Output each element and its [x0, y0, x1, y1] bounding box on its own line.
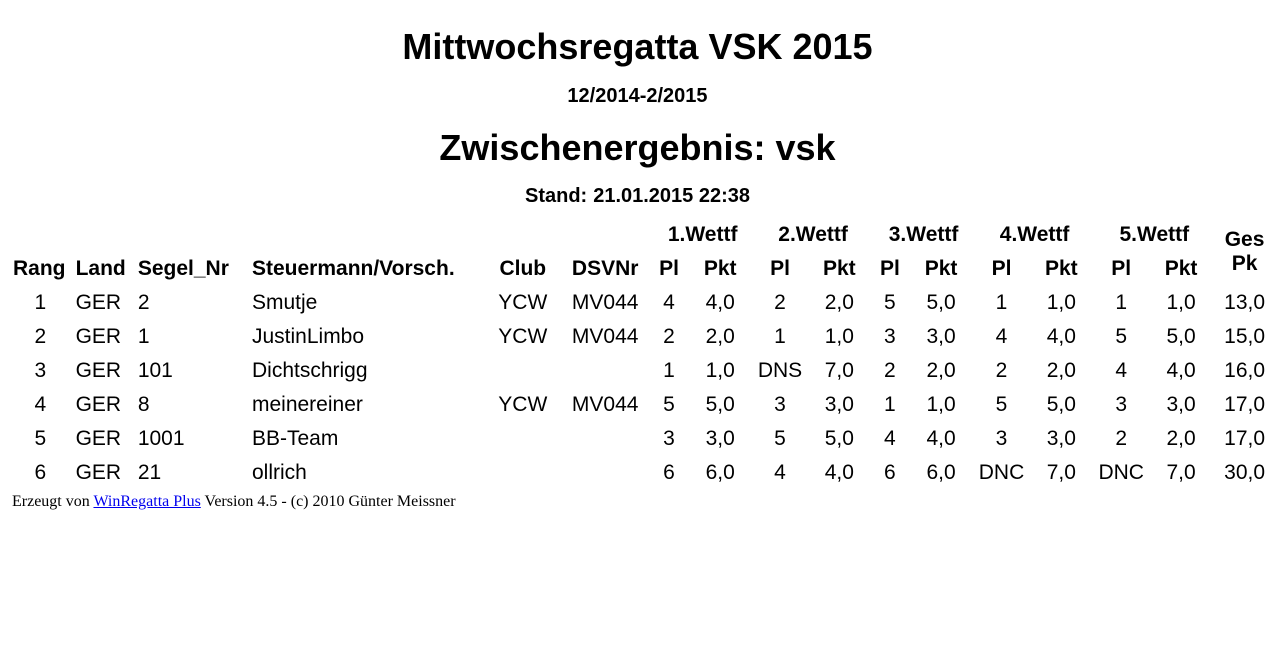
pkt-cell: 5,0 [705, 393, 735, 416]
col-steuermann: Steuermann/Vorsch. [251, 257, 455, 280]
pl-cell: 1 [995, 291, 1008, 314]
pl-cell: 4 [663, 291, 675, 314]
pkt-cell: 7,0 [824, 359, 854, 382]
pl-cell: DNS [757, 359, 803, 382]
pkt-cell: 7,0 [1166, 461, 1196, 484]
footer-suffix: Version 4.5 - (c) 2010 Günter Meissner [204, 493, 456, 510]
pl-cell: 2 [774, 291, 786, 314]
race-header-4: 4.Wettf [999, 223, 1070, 246]
pkt-cell: 7,0 [1046, 461, 1076, 484]
col-club: Club [499, 257, 547, 280]
pkt-cell: 2,0 [1166, 427, 1196, 450]
total-header-bottom: Pk [1231, 252, 1258, 275]
club-cell [487, 354, 559, 388]
land-cell: GER [75, 461, 122, 484]
results-body [9, 286, 1275, 490]
col-pkt-3: Pkt [924, 257, 958, 280]
table-row [9, 388, 1275, 422]
name-cell: meinereiner [251, 393, 363, 416]
dsvnr-cell: MV044 [571, 325, 639, 348]
name-cell: Smutje [251, 291, 318, 314]
stand-label: Stand: [524, 185, 588, 207]
rang-cell: 2 [34, 325, 47, 348]
col-pl-3: Pl [879, 257, 900, 280]
pl-cell: 6 [884, 461, 896, 484]
pl-cell: 1 [884, 393, 896, 416]
col-pl-2: Pl [770, 257, 790, 280]
pkt-cell: 4,0 [824, 461, 854, 484]
race-header-5: 5.Wettf [1119, 223, 1190, 246]
pl-cell: 4 [995, 325, 1008, 348]
total-cell: 30,0 [1224, 461, 1266, 484]
total-cell: 15,0 [1224, 325, 1266, 348]
subtitle: Zwischenergebnis: vsk [439, 127, 836, 168]
pl-cell: 3 [995, 427, 1008, 450]
pl-cell: 5 [884, 291, 896, 314]
table-row [9, 354, 1275, 388]
pl-cell: 5 [995, 393, 1008, 416]
pkt-cell: 4,0 [1166, 359, 1196, 382]
header-spacer [9, 218, 651, 252]
results-table [9, 218, 1275, 490]
rang-cell: 3 [34, 359, 47, 382]
land-cell: GER [75, 325, 122, 348]
club-cell: YCW [498, 325, 548, 348]
club-cell [487, 456, 559, 490]
total-cell: 13,0 [1224, 291, 1266, 314]
pkt-cell: 4,0 [705, 291, 735, 314]
pkt-cell: 3,0 [705, 427, 735, 450]
pkt-cell: 3,0 [824, 393, 854, 416]
rang-cell: 6 [34, 461, 47, 484]
pkt-cell: 4,0 [926, 427, 956, 450]
pkt-cell: 4,0 [1046, 325, 1076, 348]
pl-cell: 2 [884, 359, 896, 382]
dsvnr-cell [559, 456, 652, 490]
pl-cell: 3 [663, 427, 675, 450]
pkt-cell: 2,0 [1046, 359, 1076, 382]
rang-cell: 1 [34, 291, 47, 314]
period-text: 12/2014-2/2015 [567, 85, 708, 107]
col-dsvnr: DSVNr [571, 257, 639, 280]
total-cell: 17,0 [1224, 427, 1266, 450]
race-header-2: 2.Wettf [778, 223, 848, 246]
pkt-cell: 2,0 [926, 359, 956, 382]
col-pkt-1: Pkt [703, 257, 737, 280]
segel-cell: 2 [137, 291, 150, 314]
col-segel: Segel_Nr [137, 257, 229, 280]
pkt-cell: 3,0 [926, 325, 956, 348]
pkt-cell: 2,0 [705, 325, 735, 348]
footer [12, 492, 456, 512]
pl-cell: 5 [663, 393, 675, 416]
name-cell: JustinLimbo [251, 325, 365, 348]
page-title: Mittwochsregatta VSK 2015 [402, 26, 873, 67]
col-pl-4: Pl [991, 257, 1012, 280]
pl-cell: DNC [978, 461, 1025, 484]
pl-cell: 4 [1115, 359, 1128, 382]
col-pl-5: Pl [1111, 257, 1132, 280]
pkt-cell: 1,0 [926, 393, 956, 416]
pkt-cell: 1,0 [1166, 291, 1196, 314]
pkt-cell: 2,0 [824, 291, 854, 314]
pl-cell: 2 [995, 359, 1008, 382]
segel-cell: 1001 [137, 427, 185, 450]
col-pkt-5: Pkt [1164, 257, 1198, 280]
pl-cell: 3 [884, 325, 896, 348]
segel-cell: 8 [137, 393, 150, 416]
pl-cell: 5 [774, 427, 786, 450]
pkt-cell: 3,0 [1046, 427, 1076, 450]
col-pkt-2: Pkt [822, 257, 856, 280]
table-row [9, 456, 1275, 490]
col-pkt-4: Pkt [1045, 257, 1078, 280]
pkt-cell: 1,0 [1046, 291, 1076, 314]
col-pl-1: Pl [659, 257, 679, 280]
pkt-cell: 5,0 [1166, 325, 1196, 348]
segel-cell: 1 [137, 325, 150, 348]
pl-cell: 5 [1115, 325, 1128, 348]
race-header-3: 3.Wettf [888, 223, 959, 246]
name-cell: Dichtschrigg [251, 359, 368, 382]
table-row [9, 320, 1275, 354]
pl-cell: 3 [774, 393, 786, 416]
pkt-cell: 3,0 [1166, 393, 1196, 416]
rang-cell: 5 [34, 427, 47, 450]
col-land: Land [75, 257, 126, 280]
dsvnr-cell: MV044 [571, 393, 639, 416]
footer-prefix: Erzeugt von [12, 493, 90, 510]
pkt-cell: 1,0 [824, 325, 854, 348]
dsvnr-cell [559, 354, 652, 388]
pl-cell: 4 [884, 427, 896, 450]
pkt-cell: 1,0 [705, 359, 735, 382]
rang-cell: 4 [34, 393, 47, 416]
pkt-cell: 5,0 [824, 427, 854, 450]
dsvnr-cell: MV044 [571, 291, 639, 314]
club-cell: YCW [498, 393, 548, 416]
pl-cell: 3 [1115, 393, 1128, 416]
name-cell: ollrich [251, 461, 307, 484]
pl-cell: 1 [663, 359, 675, 382]
pl-cell: 4 [774, 461, 786, 484]
winregatta-link[interactable]: WinRegatta Plus [93, 493, 201, 510]
race-header-1: 1.Wettf [667, 223, 738, 246]
table-row [9, 286, 1275, 320]
col-rang: Rang [13, 257, 66, 280]
pl-cell: DNC [1098, 461, 1144, 484]
club-cell: YCW [498, 291, 548, 314]
total-cell: 16,0 [1224, 359, 1266, 382]
pkt-cell: 5,0 [926, 291, 956, 314]
total-header-top: Ges [1224, 228, 1265, 251]
land-cell: GER [75, 427, 122, 450]
table-row [9, 422, 1275, 456]
pkt-cell: 6,0 [926, 461, 956, 484]
pkt-cell: 5,0 [1046, 393, 1076, 416]
segel-cell: 101 [137, 359, 173, 382]
name-cell: BB-Team [251, 427, 339, 450]
land-cell: GER [75, 393, 122, 416]
stand-value: 21.01.2015 22:38 [593, 185, 751, 207]
pl-cell: 1 [1115, 291, 1128, 314]
club-cell [487, 422, 559, 456]
land-cell: GER [75, 291, 122, 314]
segel-cell: 21 [137, 461, 162, 484]
pkt-cell: 6,0 [705, 461, 735, 484]
land-cell: GER [75, 359, 122, 382]
pl-cell: 2 [663, 325, 675, 348]
pl-cell: 6 [663, 461, 675, 484]
total-cell: 17,0 [1224, 393, 1266, 416]
dsvnr-cell [559, 422, 652, 456]
stand-line [0, 184, 1275, 208]
pl-cell: 2 [1115, 427, 1128, 450]
pl-cell: 1 [774, 325, 786, 348]
